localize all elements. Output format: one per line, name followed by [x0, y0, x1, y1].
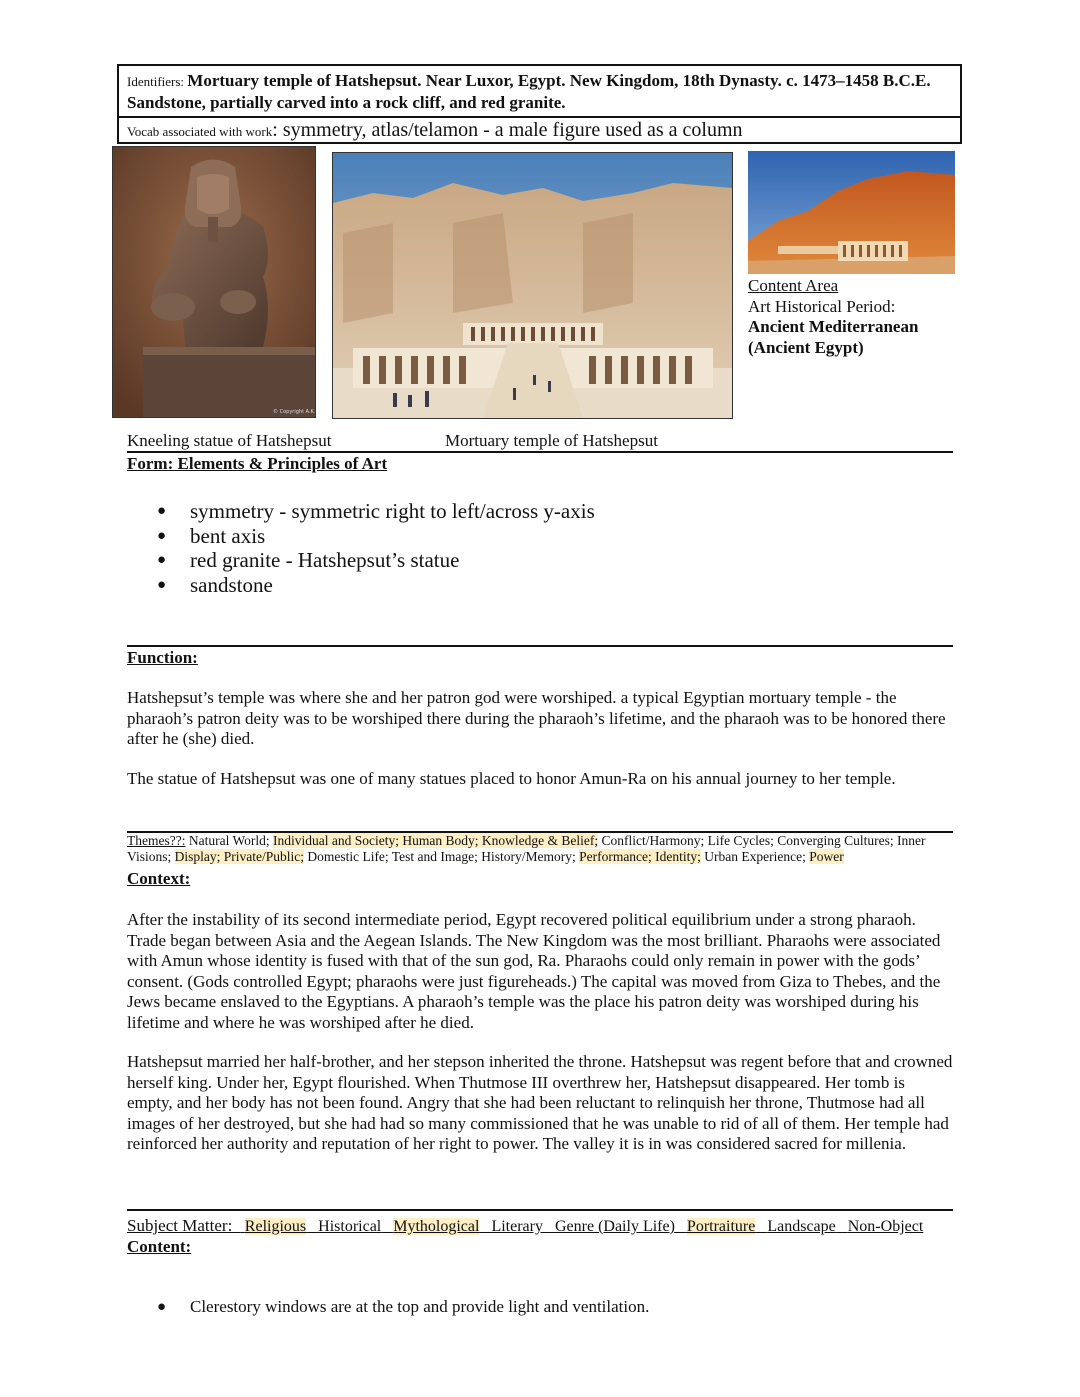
theme-item-highlighted: Performance; Identity; — [579, 849, 701, 864]
context-heading: Context: — [127, 869, 191, 888]
subject-matter-label: Subject Matter — [127, 1216, 228, 1235]
content-bullet: ● Clerestory windows are at the top and provide light and ventilation. — [127, 1297, 649, 1317]
content-heading: Content: — [127, 1237, 192, 1256]
context-paragraph-1: After the instability of its second intermediate period, Egypt recovered political equilibrium under a strong pharaoh. Trade began between Asia and the Aegean Islands. The New Kingdom was the most brilliant. Pharaohs were associated with Amun whose identity is fused with that of the sun god, Ra. Pharaohs could only remain in power with the gods’ consent. (Gods controlled Egypt; pharaohs were just figureheads.) The capital was moved from Giza to Thebes, and the Jews became enslaved to the Egyptians. A pharaoh’s temple was the place his patron deity was worshiped during his lifetime and where he was worshiped after he died. — [127, 910, 941, 1032]
divider — [127, 645, 953, 647]
theme-item-highlighted: Individual and Society; Human Body; Knowledge & Belief; — [273, 833, 599, 848]
theme-item: Conflict/Harmony; Life Cycles; Converging Cultures; Inner Visions; — [127, 833, 926, 864]
vocab-label: Vocab associated with work — [127, 124, 273, 139]
content-bullets — [127, 1297, 649, 1317]
form-bullet: ● red granite - Hatshepsut’s statue — [127, 548, 595, 573]
subject-option-highlighted: Religious — [244, 1218, 307, 1235]
temple-caption: Mortuary temple of Hatshepsut — [445, 431, 658, 450]
form-bullet: ● bent axis — [127, 524, 595, 549]
subject-option: Landscape — [767, 1218, 836, 1235]
period-value-line1: Ancient Mediterranean — [748, 317, 919, 336]
theme-item: Natural World; — [188, 833, 270, 848]
statue-caption: Kneeling statue of Hatshepsut — [127, 431, 332, 450]
form-bullet: ● symmetry - symmetric right to left/across y-axis — [127, 499, 595, 524]
subject-option-highlighted: Portraiture — [686, 1218, 756, 1235]
theme-item-highlighted: Power — [809, 849, 844, 864]
identifiers-box — [117, 64, 962, 144]
themes-label: Themes??: — [127, 833, 186, 848]
identifiers-row: Identifiers: Mortuary temple of Hatshepsut. Near Luxor, Egypt. New Kingdom, 18th Dynasty. c. 1473–1458 B.C.E. Sandstone, partially carved into a rock cliff, and red granite. — [119, 66, 960, 118]
subject-option: Non-Object — [847, 1218, 924, 1235]
function-paragraph-1: Hatshepsut’s temple was where she and her patron god were worshiped. a typical Egyptian mortuary temple - the pharaoh’s patron deity was to be worshiped there during the pharaoh’s lifetime, and the pharaoh was to be honored there after he (she) died. — [127, 688, 946, 748]
theme-item: Urban Experience; — [704, 849, 806, 864]
function-heading: Function: — [127, 648, 198, 667]
subject-matter-row: Subject Matter: Religious Historical Mythological Literary Genre (Daily Life) Portraiture Landscape Non-Object — [127, 1216, 924, 1235]
content-area-block — [748, 276, 918, 358]
statue-image — [112, 146, 316, 418]
form-bullets — [127, 499, 595, 597]
period-label: Art Historical Period: — [748, 296, 896, 316]
statue-watermark: © Copyright A.K. — [273, 409, 315, 415]
vocab-text: symmetry, atlas/telamon - a male figure used as a column — [282, 119, 743, 141]
identifiers-label: Identifiers — [127, 74, 181, 89]
divider — [127, 451, 953, 453]
period-value-line2: (Ancient Egypt) — [748, 337, 864, 357]
cliff-image — [748, 151, 955, 274]
subject-option: Literary — [491, 1218, 543, 1235]
vocab-row: Vocab associated with work: symmetry, atlas/telamon - a male figure used as a column — [127, 119, 743, 141]
temple-image — [332, 152, 733, 419]
context-paragraph-2: Hatshepsut married her half-brother, and her stepson inherited the throne. Hatshepsut was regent before that and crowned herself king. Under her, Egypt flourished. When Thutmose III overthrew her, Hatshepsut disappeared. Her tomb is empty, and her body has not been found. Angry that she had been reluctant to relinquish her throne, Thutmose had all images of her destroyed, but she had had so many commissioned that he was unable to rid of all of them. Her temple had reinforced her authority and reputation of her right to power. The valley it is in was considered sacred for millenia. — [127, 1052, 953, 1153]
content-area-label: Content Area — [748, 276, 839, 295]
function-paragraph-2: The statue of Hatshepsut was one of many statues placed to honor Amun-Ra on his annual journey to her temple. — [127, 769, 896, 788]
divider — [127, 1209, 953, 1211]
subject-option-highlighted: Mythological — [393, 1218, 480, 1235]
theme-item-highlighted: Display; Private/Public; — [174, 849, 304, 864]
theme-item: Domestic Life; Test and Image; History/Memory; — [307, 849, 576, 864]
statue-illustration — [113, 147, 315, 417]
cliff-illustration — [748, 151, 955, 274]
subject-option: Historical — [318, 1218, 382, 1235]
form-heading: Form: Elements & Principles of Art — [127, 454, 388, 473]
subject-option: Genre (Daily Life) — [554, 1218, 675, 1235]
form-bullet: ● sandstone — [127, 573, 595, 598]
identifiers-text: Mortuary temple of Hatshepsut. Near Luxor, Egypt. New Kingdom, 18th Dynasty. c. 1473–1458 B.C.E. Sandstone, partially carved into a rock cliff, and red granite. — [127, 71, 931, 112]
temple-illustration — [333, 153, 732, 418]
themes-block — [127, 833, 957, 865]
